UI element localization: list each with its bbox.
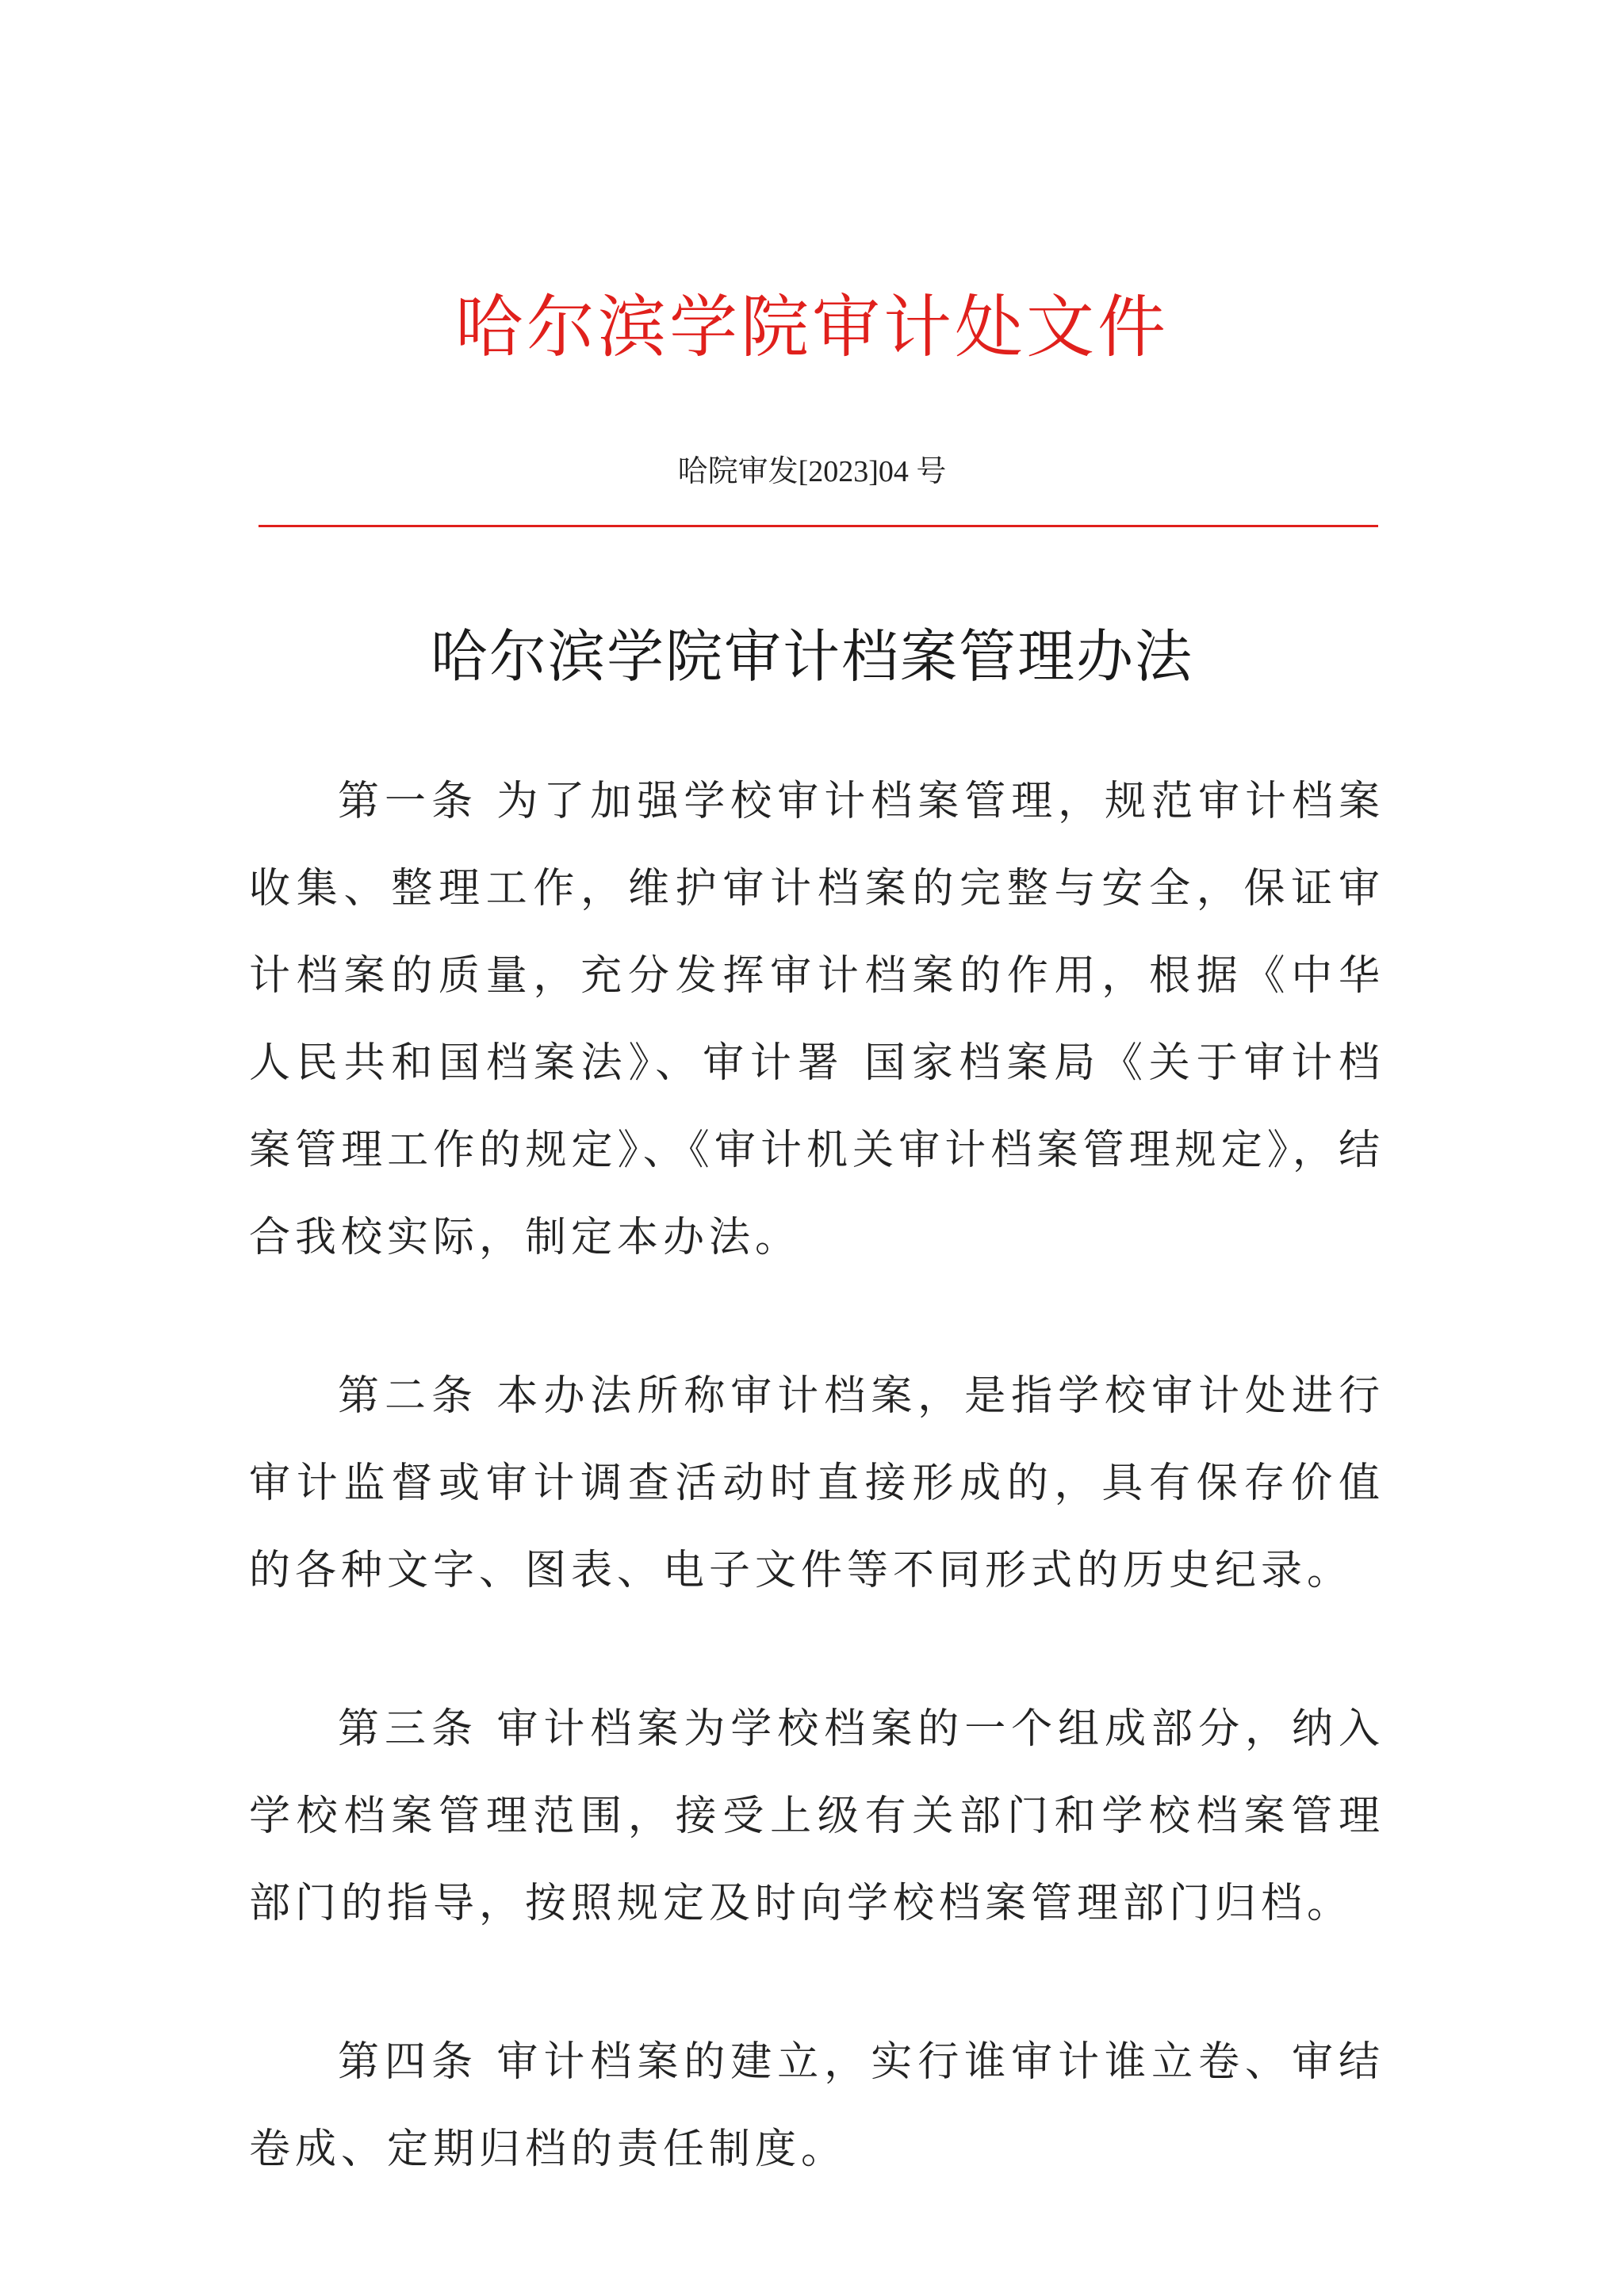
article-3: 第三条 审计档案为学校档案的一个组成部分，纳入学校档案管理范围，接受上级有关部门和学校档案管理部门的指导，按照规定及时向学校档案管理部门归档。: [249, 1705, 1385, 1927]
document-body: [249, 758, 1385, 2264]
article-2: 第二条 本办法所称审计档案，是指学校审计处进行审计监督或审计调查活动时直接形成的，具有保存价值的各种文字、图表、电子文件等不同形式的历史纪录。: [249, 1372, 1385, 1594]
document-title: 哈尔滨学院审计档案管理办法: [430, 623, 1193, 690]
red-divider-line: [259, 525, 1378, 527]
issuer-header: 哈尔滨学院审计处文件: [455, 288, 1169, 367]
article-1: 第一条 为了加强学校审计档案管理，规范审计档案收集、整理工作，维护审计档案的完整与安全，保证审计档案的质量，充分发挥审计档案的作用，根据《中华人民共和国档案法》、审计署 国家档案局《关于审计档案管理工作的规定》、《审计机关审计档案管理规定》，结合我校实际，制定本办法。: [249, 778, 1385, 1261]
document-number: 哈院审发[2023]04 号: [677, 455, 947, 488]
article-4: 第四条 审计档案的建立，实行谁审计谁立卷、审结卷成、定期归档的责任制度。: [249, 2038, 1385, 2173]
